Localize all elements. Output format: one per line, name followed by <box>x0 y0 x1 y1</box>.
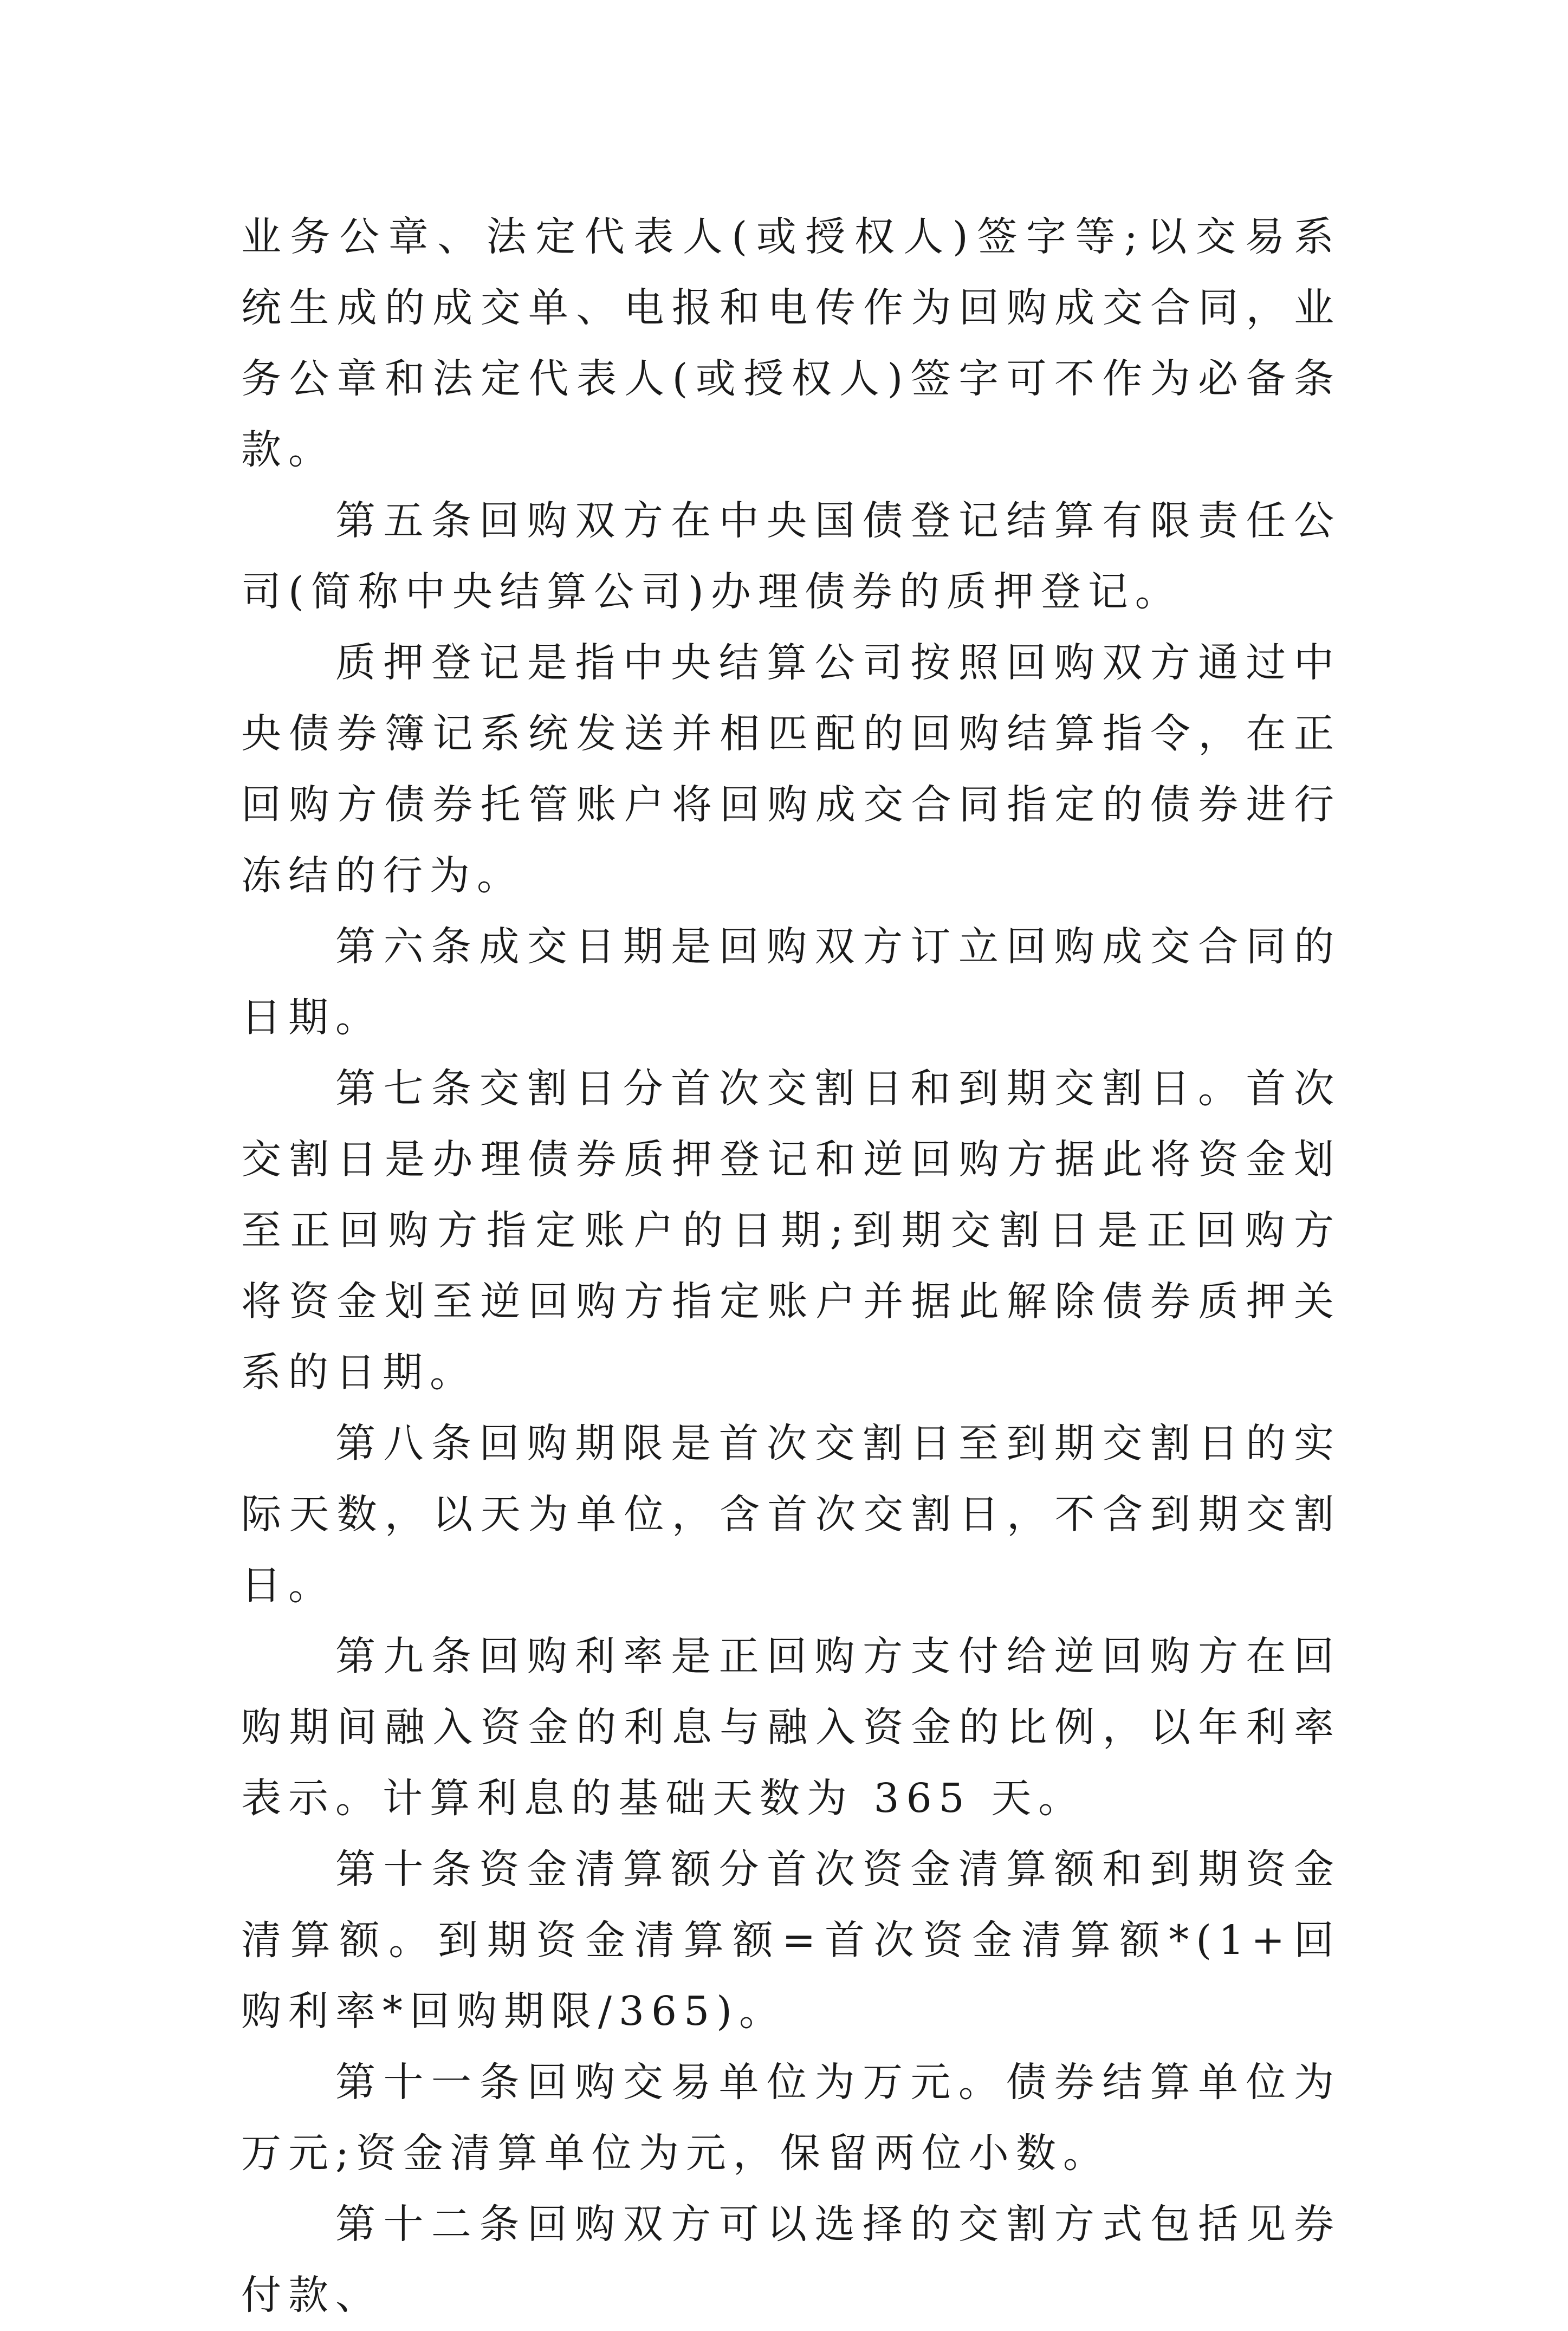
paragraph-article-6: 第六条成交日期是回购双方订立回购成交合同的日期。 <box>241 923 1341 1041</box>
paragraph-article-5: 第五条回购双方在中央国债登记结算有限责任公司(简称中央结算公司)办理债券的质押登记。 <box>241 497 1341 615</box>
paragraph-article-9: 第九条回购利率是正回购方支付给逆回购方在回购期间融入资金的利息与融入资金的比例，以年利率表示。计算利息的基础天数为 365 天。 <box>241 1633 1341 1822</box>
paragraph-article-7: 第七条交割日分首次交割日和到期交割日。首次交割日是办理债券质押登记和逆回购方据此将资金划至正回购方指定账户的日期;到期交割日是正回购方将资金划至逆回购方指定账户并据此解除债券质押关系的日期。 <box>241 1065 1341 1396</box>
document-body <box>241 202 1341 2331</box>
paragraph-continuation: 业务公章、法定代表人(或授权人)签字等;以交易系统生成的成交单、电报和电传作为回购成交合同，业务公章和法定代表人(或授权人)签字可不作为必备条款。 <box>241 213 1341 473</box>
paragraph-article-10: 第十条资金清算额分首次资金清算额和到期资金清算额。到期资金清算额=首次资金清算额*(1+回购利率*回购期限/365)。 <box>241 1846 1341 2035</box>
paragraph-article-11: 第十一条回购交易单位为万元。债券结算单位为万元;资金清算单位为元，保留两位小数。 <box>241 2059 1341 2177</box>
paragraph-article-12: 第十二条回购双方可以选择的交割方式包括见券付款、 <box>241 2201 1341 2319</box>
paragraph-pledge-registration: 质押登记是指中央结算公司按照回购双方通过中央债券簿记系统发送并相匹配的回购结算指令，在正回购方债券托管账户将回购成交合同指定的债券进行冻结的行为。 <box>241 639 1341 899</box>
paragraph-article-8: 第八条回购期限是首次交割日至到期交割日的实际天数，以天为单位，含首次交割日，不含到期交割日。 <box>241 1420 1341 1609</box>
